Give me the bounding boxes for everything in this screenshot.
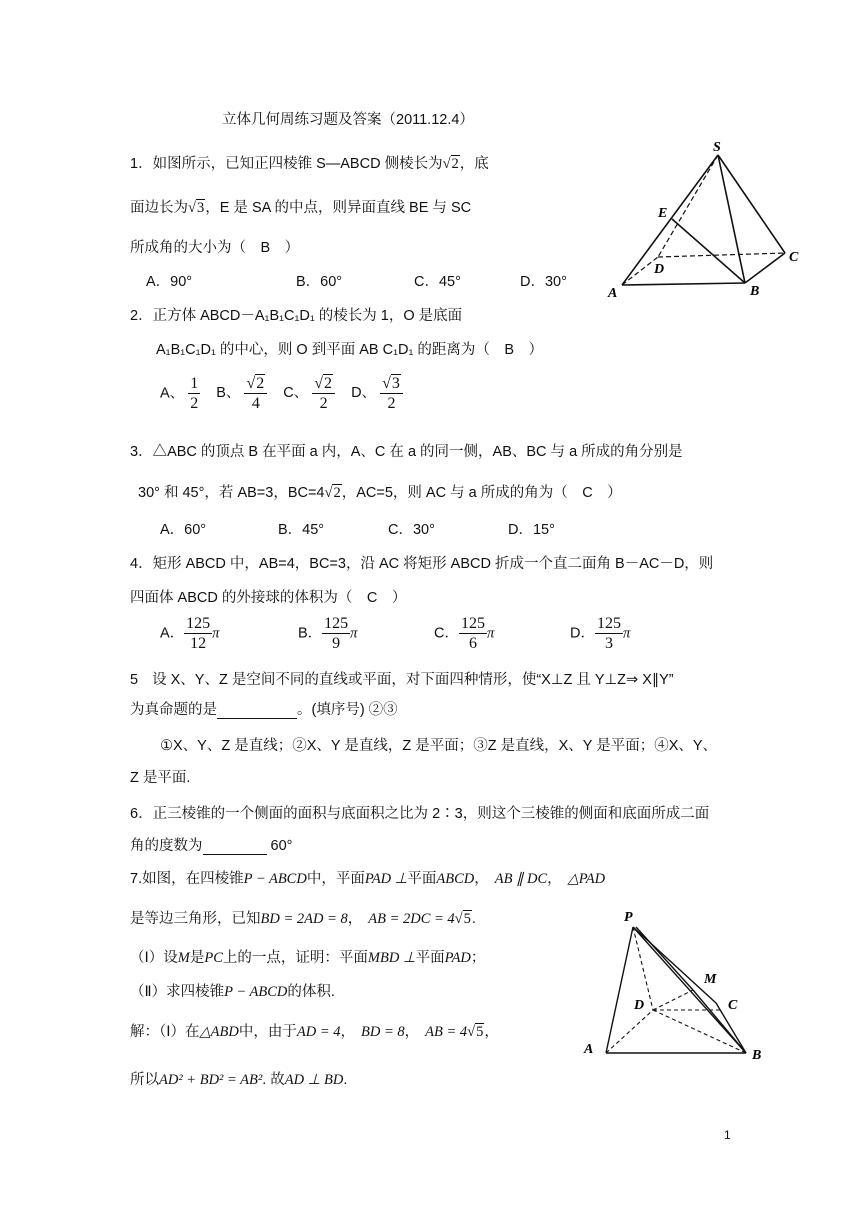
label-b: B bbox=[752, 1048, 762, 1063]
pyramid-figure-q7 bbox=[578, 905, 778, 1065]
label-d: D bbox=[654, 262, 665, 277]
q4-line1: 4．矩形 ABCD 中，AB=4，BC=3，沿 AC 将矩形 ABCD 折成一个直二面角 B－AC－D，则 bbox=[130, 556, 714, 572]
q2-line2: A₁B₁C₁D₁ 的中心，则 O 到平面 AB C₁D₁ 的距离为（ B ） bbox=[156, 342, 544, 358]
q3-option-a: A．60° bbox=[160, 522, 207, 538]
fraction: $\frac{√2}{4}$ bbox=[244, 374, 267, 413]
label-p: P bbox=[624, 910, 633, 925]
fraction: $\frac{√2}{2}$ bbox=[312, 374, 335, 413]
q3-line2: 30° 和 45°，若 AB=3，BC=4√2，AC=5，则 AC 与 a 所成的角为（ C ） bbox=[138, 485, 622, 501]
sqrt-expr: √2 bbox=[442, 156, 459, 172]
sqrt-expr: √3 bbox=[188, 200, 205, 216]
sqrt-expr: √5 bbox=[467, 1024, 484, 1040]
q4-option-d: D． $\frac{125}{3}$ π bbox=[570, 615, 631, 652]
q2-line1: 2．正方体 ABCD－A₁B₁C₁D₁ 的棱长为 1，O 是底面 bbox=[130, 308, 463, 324]
page-number: 1 bbox=[724, 1128, 731, 1142]
q7-line1: 7.如图，在四棱锥P − ABCD中，平面PAD ⊥平面ABCD， AB ∥ DC， △PAD bbox=[130, 871, 606, 887]
label-a: A bbox=[608, 286, 618, 301]
q3-option-c: C．30° bbox=[388, 522, 435, 538]
q1-line2: 面边长为√3，E 是 SA 的中点，则异面直线 BE 与 SC bbox=[130, 200, 472, 216]
q4-line2: 四面体 ABCD 的外接球的体积为（ C ） bbox=[130, 590, 407, 606]
label-c: C bbox=[789, 250, 799, 265]
sqrt-expr: √5 bbox=[454, 911, 471, 927]
q6-line1: 6．正三棱锥的一个侧面的面积与底面积之比为 2∶3，则这个三棱锥的侧面和底面所成二面 bbox=[130, 806, 710, 822]
q7-part1: （Ⅰ）设M是PC上的一点，证明：平面MBD ⊥平面PAD； bbox=[130, 950, 486, 966]
q5-line1: 5 设 X、Y、Z 是空间不同的直线或平面，对下面四种情形，使“X⊥Z 且 Y⊥Z⇒ X∥Y” bbox=[130, 672, 674, 688]
fraction: $\frac{√3}{2}$ bbox=[380, 374, 403, 413]
answer-blank bbox=[203, 838, 267, 855]
q7-solution-line2: 所以AD² + BD² = AB². 故AD ⊥ BD. bbox=[130, 1072, 348, 1088]
q1-option-d: D．30° bbox=[520, 274, 567, 290]
page-title: 立体几何周练习题及答案（2011.12.4） bbox=[222, 112, 474, 128]
q7-line2: 是等边三角形，已知BD = 2AD = 8， AB = 2DC = 4√5. bbox=[130, 911, 476, 927]
q4-option-a: A． $\frac{125}{12}$ π bbox=[160, 615, 220, 652]
label-a: A bbox=[584, 1042, 594, 1057]
sqrt-expr: √2 bbox=[324, 485, 341, 501]
q7-part2: （Ⅱ）求四棱锥P − ABCD的体积. bbox=[130, 984, 335, 1000]
q1-line3: 所成角的大小为（ B ） bbox=[130, 240, 300, 256]
q4-option-b: B． $\frac{125}{9}$ π bbox=[298, 615, 358, 652]
label-c: C bbox=[728, 998, 738, 1013]
label-d: D bbox=[634, 998, 645, 1013]
q3-line1: 3．△ABC 的顶点 B 在平面 a 内，A、C 在 a 的同一侧，AB、BC 与 a 所成的角分别是 bbox=[130, 444, 683, 460]
label-m: M bbox=[704, 972, 717, 987]
pyramid-figure-q1 bbox=[600, 135, 810, 305]
q2-options: A、 $\frac{1}{2}$ B、 $\frac{√2}{4}$ C、 $\frac{√2}{2}$ D、 $\frac{√3}{2}$ bbox=[160, 374, 403, 413]
q1-option-c: C．45° bbox=[414, 274, 461, 290]
label-e: E bbox=[658, 206, 668, 221]
q7-solution-line1: 解：（Ⅰ）在△ABD中，由于AD = 4， BD = 8， AB = 4√5， bbox=[130, 1024, 499, 1040]
q1-option-b: B．60° bbox=[296, 274, 343, 290]
q1-option-a: A．90° bbox=[146, 274, 193, 290]
q5-line3: ①X、Y、Z 是直线；②X、Y 是直线，Z 是平面；③Z 是直线，X、Y 是平面；④X、Y、 bbox=[160, 738, 718, 754]
answer-blank bbox=[217, 702, 297, 719]
q5-line2: 为真命题的是 。(填序号) ②③ bbox=[130, 702, 398, 718]
label-s: S bbox=[713, 140, 721, 155]
q3-option-d: D．15° bbox=[508, 522, 555, 538]
q6-line2: 角的度数为 60° bbox=[130, 838, 293, 854]
q5-line4: Z 是平面. bbox=[130, 770, 191, 786]
fraction: $\frac{1}{2}$ bbox=[190, 375, 199, 412]
q4-option-c: C． $\frac{125}{6}$ π bbox=[434, 615, 495, 652]
q3-option-b: B．45° bbox=[278, 522, 325, 538]
q1-line1: 1．如图所示，已知正四棱锥 S—ABCD 侧棱长为√2，底 bbox=[130, 156, 489, 172]
label-b: B bbox=[750, 284, 760, 299]
